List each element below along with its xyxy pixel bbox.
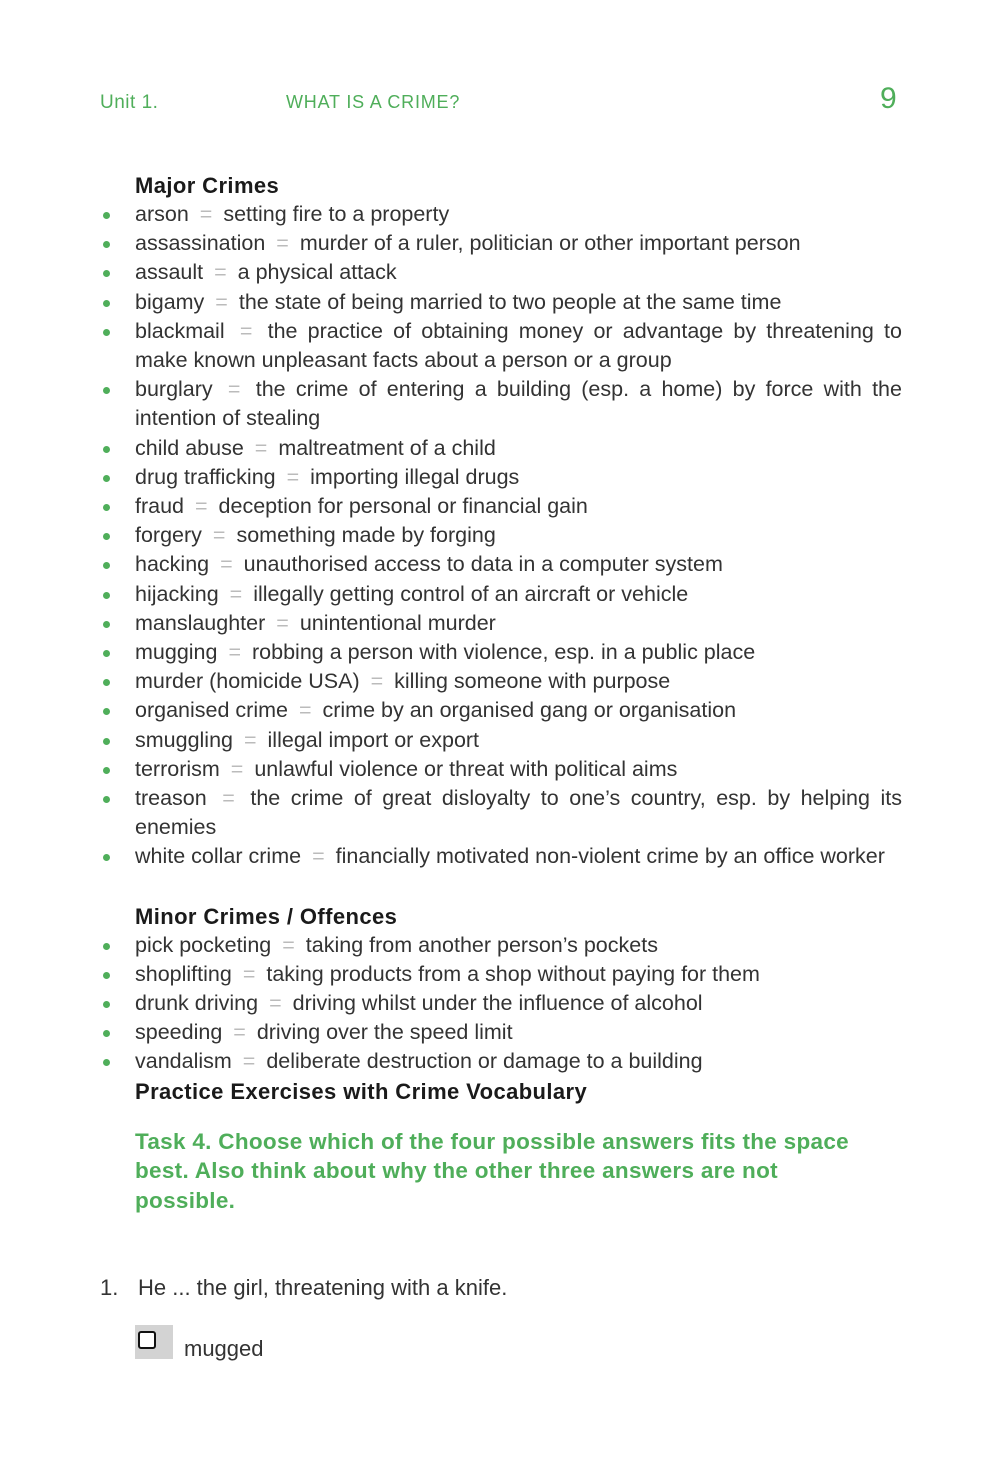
answer-checkbox[interactable]	[135, 1325, 173, 1359]
vocab-definition: a physical attack	[237, 260, 397, 285]
vocab-definition: setting fire to a property	[223, 202, 450, 226]
equals-sign: =	[222, 786, 235, 811]
equals-sign: =	[233, 1020, 246, 1045]
vocab-item	[100, 667, 902, 696]
vocab-item	[100, 989, 902, 1018]
vocab-term: vandalism	[135, 1049, 232, 1074]
question-text: He ... the girl, threatening with a knife.	[138, 1275, 508, 1300]
vocab-item	[100, 492, 902, 521]
vocab-term: burglary	[135, 377, 213, 402]
equals-sign: =	[227, 377, 241, 402]
vocab-term: forgery	[135, 523, 202, 548]
vocab-item	[100, 258, 902, 287]
question-1	[100, 1275, 507, 1301]
vocab-item	[100, 726, 902, 755]
bullet-icon	[103, 650, 110, 657]
equals-sign: =	[370, 669, 384, 694]
equals-sign: =	[282, 932, 295, 957]
equals-sign: =	[243, 727, 257, 752]
practice-heading: Practice Exercises with Crime Vocabulary	[135, 1078, 588, 1104]
equals-sign: =	[215, 289, 228, 314]
header-unit: Unit 1.	[100, 92, 159, 113]
vocab-term: bigamy	[135, 289, 205, 314]
vocab-item	[100, 960, 902, 989]
vocab-item	[100, 1047, 902, 1076]
bullet-icon	[103, 533, 110, 540]
page-number: 9	[880, 82, 897, 115]
equals-sign: =	[214, 260, 227, 285]
bullet-icon	[103, 1030, 110, 1037]
bullet-icon	[103, 1001, 110, 1008]
vocab-item	[100, 1018, 902, 1047]
vocab-term: terrorism	[135, 756, 220, 781]
bullet-icon	[103, 329, 110, 336]
vocab-term: drug trafficking	[135, 464, 276, 489]
bullet-icon	[103, 592, 110, 599]
vocab-term: hacking	[135, 552, 210, 577]
vocab-term: drunk driving	[135, 991, 259, 1016]
vocab-item	[100, 463, 902, 492]
vocab-item	[100, 317, 902, 375]
vocab-definition: taking products from a shop without paying for them	[266, 961, 760, 986]
bullet-icon	[103, 943, 110, 950]
vocab-definition: robbing a person with violence, esp. in a public place	[252, 640, 756, 665]
vocab-definition: crime by an organised gang or organisation	[322, 698, 737, 723]
vocab-definition: the state of being married to two people at the same time	[238, 289, 782, 314]
vocab-item	[100, 434, 902, 463]
equals-sign: =	[212, 523, 226, 548]
vocab-term: shoplifting	[135, 961, 232, 986]
bullet-icon	[103, 796, 110, 803]
vocab-term: murder (homicide USA)	[135, 669, 360, 694]
vocab-term: smuggling	[135, 727, 233, 752]
vocab-definition: the practice of obtaining money or advantage by threatening to make known unpleasant facts about a person or a group	[135, 318, 902, 373]
task-instructions: Task 4. Choose which of the four possible answers fits the space best. Also think about why the other three answers are not possible.	[135, 1128, 849, 1213]
minor-crimes-list	[100, 931, 902, 1077]
vocab-definition: killing someone with purpose	[394, 669, 671, 694]
vocab-item	[100, 638, 902, 667]
radio-button-icon[interactable]	[138, 1331, 156, 1349]
vocab-item	[100, 375, 902, 433]
vocab-definition: deliberate destruction or damage to a building	[266, 1049, 703, 1074]
minor-crimes-heading: Minor Crimes / Offences	[135, 903, 398, 929]
major-crimes-list	[100, 200, 902, 872]
vocab-item	[100, 696, 902, 725]
equals-sign: =	[269, 991, 282, 1016]
vocab-item	[100, 609, 902, 638]
main-content	[100, 171, 902, 1215]
vocab-term: manslaughter	[135, 610, 266, 635]
bullet-icon	[103, 475, 110, 482]
bullet-icon	[103, 679, 110, 686]
bullet-icon	[103, 1059, 110, 1066]
vocab-item	[100, 755, 902, 784]
bullet-icon	[103, 270, 110, 277]
equals-sign: =	[312, 844, 325, 869]
equals-sign: =	[230, 756, 244, 781]
equals-sign: =	[242, 961, 256, 986]
question-number: 1.	[100, 1275, 119, 1300]
bullet-icon	[103, 241, 110, 248]
equals-sign: =	[220, 552, 233, 577]
equals-sign: =	[199, 202, 213, 226]
equals-sign: =	[195, 494, 208, 519]
vocab-definition: unauthorised access to data in a computer system	[243, 552, 723, 577]
vocab-definition: unlawful violence or threat with political aims	[254, 756, 678, 781]
vocab-item	[100, 521, 902, 550]
equals-sign: =	[242, 1049, 256, 1074]
vocab-item	[100, 580, 902, 609]
major-crimes-heading: Major Crimes	[135, 173, 280, 198]
vocab-term: speeding	[135, 1020, 223, 1045]
vocab-term: treason	[135, 786, 207, 811]
equals-sign: =	[239, 318, 253, 343]
vocab-item	[100, 842, 902, 871]
bullet-icon	[103, 562, 110, 569]
vocab-definition: financially motivated non-violent crime by an office worker	[335, 844, 885, 869]
vocab-item	[100, 931, 902, 960]
header-title: WHAT IS A CRIME?	[286, 92, 461, 112]
vocab-item	[100, 288, 902, 317]
vocab-term: assault	[135, 260, 204, 285]
vocab-definition: importing illegal drugs	[310, 464, 520, 489]
bullet-icon	[103, 387, 110, 394]
vocab-term: organised crime	[135, 698, 288, 723]
bullet-icon	[103, 738, 110, 745]
vocab-term: arson	[135, 202, 189, 226]
vocab-term: fraud	[135, 494, 185, 519]
vocab-definition: taking from another person’s pockets	[305, 932, 658, 957]
vocab-term: hijacking	[135, 581, 219, 606]
answer-label: mugged	[184, 1336, 264, 1361]
equals-sign: =	[298, 698, 312, 723]
answer-option-mugged[interactable]	[135, 1325, 435, 1365]
bullet-icon	[103, 212, 110, 219]
bullet-icon	[103, 446, 110, 453]
equals-sign: =	[229, 581, 243, 606]
equals-sign: =	[276, 231, 289, 256]
bullet-icon	[103, 767, 110, 774]
vocab-definition: driving over the speed limit	[256, 1020, 513, 1045]
vocab-definition: unintentional murder	[299, 610, 496, 635]
vocab-term: pick pocketing	[135, 932, 272, 957]
equals-sign: =	[228, 640, 242, 665]
vocab-definition: murder of a ruler, politician or other important person	[299, 231, 801, 256]
bullet-icon	[103, 972, 110, 979]
vocab-item	[100, 784, 902, 842]
equals-sign: =	[286, 464, 300, 489]
vocab-term: white collar crime	[135, 844, 302, 869]
bullet-icon	[103, 621, 110, 628]
vocab-definition: illegally getting control of an aircraft or vehicle	[253, 581, 689, 606]
vocab-definition: the crime of great disloyalty to one’s country, esp. by helping its enemies	[135, 786, 902, 840]
vocab-definition: driving whilst under the influence of alcohol	[292, 991, 703, 1016]
vocab-term: blackmail	[135, 318, 225, 343]
bullet-icon	[103, 300, 110, 307]
bullet-icon	[103, 504, 110, 511]
vocab-item	[100, 229, 902, 258]
vocab-definition: deception for personal or financial gain	[218, 494, 588, 519]
vocab-definition: illegal import or export	[267, 727, 480, 752]
vocab-term: mugging	[135, 640, 218, 665]
vocab-term: child abuse	[135, 435, 244, 460]
equals-sign: =	[254, 435, 268, 460]
bullet-icon	[103, 854, 110, 861]
equals-sign: =	[276, 610, 289, 635]
vocab-definition: maltreatment of a child	[278, 435, 496, 460]
vocab-term: assassination	[135, 231, 266, 256]
vocab-item	[100, 550, 902, 579]
vocab-definition: the crime of entering a building (esp. a home) by force with the intention of stealing	[135, 377, 902, 431]
bullet-icon	[103, 708, 110, 715]
vocab-item	[100, 200, 902, 229]
vocab-definition: something made by forging	[236, 523, 496, 548]
